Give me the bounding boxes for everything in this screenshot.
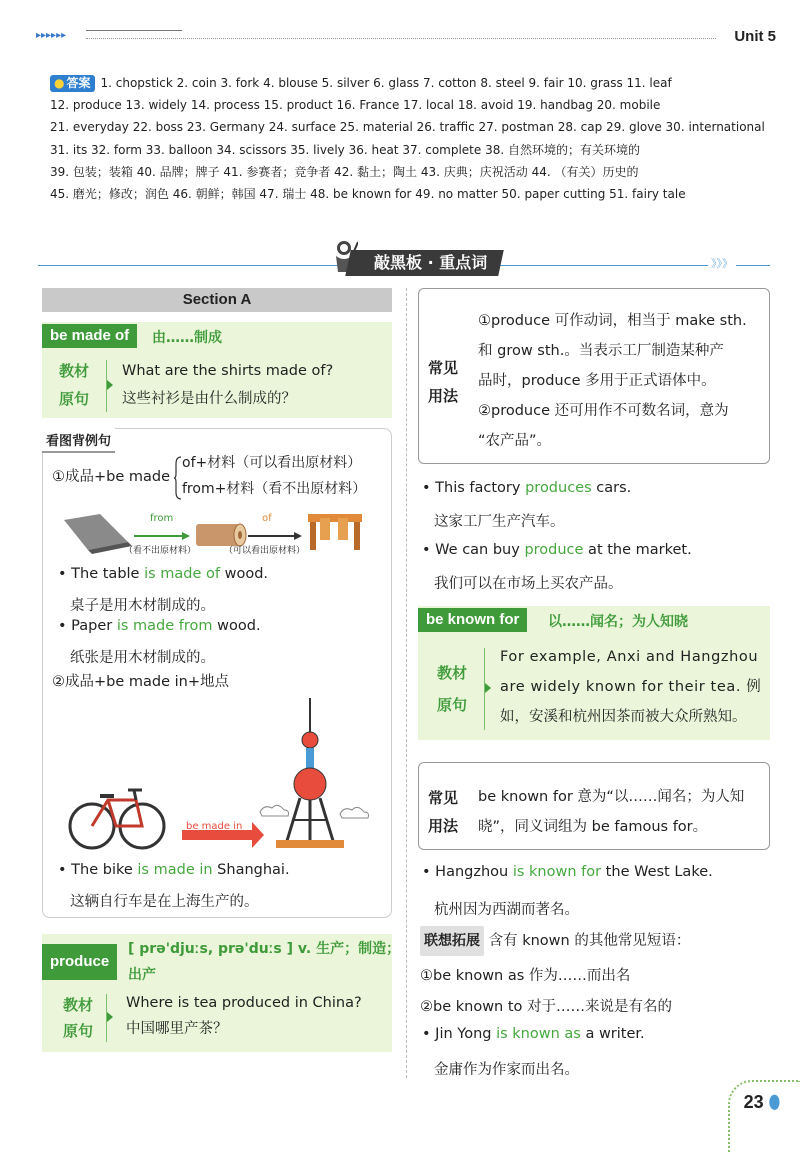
answer-line: ● 答案 1. chopstick 2. coin 3. fork 4. blouse 5. silver 6. glass 7. cotton 8. steel 9. fair 10. grass 11. leaf	[50, 72, 765, 94]
example-sentence: • Paper is made from wood.	[58, 618, 261, 634]
example-zh: 这些衬衫是由什么制成的？	[122, 391, 296, 407]
phrase-tag: be made of	[42, 324, 137, 348]
phrase-tag: be known for	[418, 608, 527, 632]
example-sentence: • Jin Yong is known as a writer.	[422, 1026, 645, 1042]
usage-text: 和 grow sth.。当表示工厂制造某种产	[478, 343, 724, 359]
phrase-item: ①be known as 作为……而出名	[420, 968, 631, 984]
section-banner	[38, 248, 770, 278]
association-line: 联想拓展 含有 known 的其他常见短语：	[420, 926, 690, 956]
triangle-right-icon	[107, 380, 113, 390]
source-label: 原句	[58, 390, 89, 408]
usage-label: 用法	[428, 817, 459, 835]
answer-line: 21. everyday 22. boss 23. Germany 24. surface 25. material 26. traffic 27. postman 28. cap 29. glove 30. international	[50, 120, 765, 135]
usage-label: 用法	[428, 387, 459, 405]
answer-key	[50, 72, 765, 205]
brace-icon	[174, 456, 182, 500]
produce-definition-cont: 出产	[128, 967, 156, 983]
usage-label: 常见	[428, 359, 459, 377]
example-en: Where is tea produced in China?	[126, 995, 362, 1011]
example-text: are widely known for their tea. 例	[500, 679, 762, 695]
header-line	[86, 30, 182, 31]
phrase-tag: produce	[42, 944, 117, 980]
answer-line: 31. its 32. form 33. balloon 34. scissors 35. lively 36. heat 37. complete 38. 自然环境的；有关环境的	[50, 142, 640, 157]
triangle-right-icon	[485, 683, 491, 693]
example-text: For example, Anxi and Hangzhou	[500, 649, 759, 665]
example-sentence: • Hangzhou is known for the West Lake.	[422, 864, 713, 880]
example-translation: 金庸作为作家而出名。	[434, 1062, 579, 1078]
usage-text: “农产品”。	[478, 433, 552, 449]
usage-text: be known for 意为“以……闻名；为人知	[478, 789, 745, 805]
example-sentence: • We can buy produce at the market.	[422, 542, 692, 558]
column-divider	[406, 288, 407, 1078]
unit-label: Unit 5	[734, 28, 776, 45]
usage-text: 品时，produce 多用于正式语体中。	[478, 373, 716, 389]
source-label: 原句	[62, 1022, 93, 1040]
rule-1-of: of+材料（可以看出原材料）	[182, 455, 362, 471]
example-translation: 杭州因为西湖而著名。	[434, 902, 579, 918]
section-a-header: Section A	[42, 288, 392, 312]
answer-line: 45. 磨光；修改；润色 46. 朝鲜；韩国 47. 瑞士 48. be known for 49. no matter 50. paper cutting 51. fairy tale	[50, 187, 686, 202]
material-illustration	[58, 508, 378, 560]
arrow-decoration-icon: ▸▸▸▸▸▸	[36, 30, 67, 41]
balloon-icon: ⬮	[768, 1092, 780, 1112]
example-text: 如，安溪和杭州因茶而被大众所熟知。	[500, 709, 747, 725]
answer-badge: ● 答案	[50, 75, 95, 92]
rule-1-prefix: ①成品+be made	[52, 469, 171, 485]
usage-text: 晓”，同义词组为 be famous for。	[478, 819, 708, 835]
header-dotted-rule	[86, 38, 716, 39]
banner-title: 敲黑板 · 重点词	[345, 250, 504, 276]
example-translation: 桌子是用木材制成的。	[70, 598, 215, 614]
phrase-meaning: 由……制成	[152, 330, 222, 346]
triangle-right-icon	[107, 1012, 113, 1022]
rule-2: ②成品+be made in+地点	[52, 674, 229, 690]
usage-text: ②produce 还可用作不可数名词，意为	[478, 403, 729, 419]
example-sentence: • This factory produces cars.	[422, 480, 632, 496]
caption-cannot-see: （看不出原材料）	[124, 546, 197, 556]
rule-1-from: from+材料（看不出原材料）	[182, 481, 367, 497]
usage-label: 常见	[428, 789, 459, 807]
from-label: from	[150, 513, 174, 524]
caption-can-see: （可以看出原材料）	[224, 546, 306, 556]
example-translation: 我们可以在市场上买农产品。	[434, 576, 623, 592]
example-translation: 纸张是用木材制成的。	[70, 650, 215, 666]
example-zh: 中国哪里产茶？	[126, 1021, 228, 1037]
example-translation: 这辆自行车是在上海生产的。	[70, 894, 259, 910]
phrase-item: ②be known to 对于……来说是有名的	[420, 999, 673, 1015]
produce-definition: [ prə'djuːs, prə'duːs ] v. 生产；制造；	[128, 941, 401, 957]
example-sentence: • The table is made of wood.	[58, 566, 269, 582]
example-translation: 这家工厂生产汽车。	[434, 514, 565, 530]
made-in-label: be made in	[186, 821, 243, 832]
usage-text: ①produce 可作动词，相当于 make sth.	[478, 313, 747, 329]
source-label: 教材	[58, 362, 89, 380]
example-sentence: • The bike is made in Shanghai.	[58, 862, 290, 878]
answer-line: 39. 包装；装箱 40. 品牌；牌子 41. 参赛者；竞争者 42. 黏土；陶土 43. 庆典；庆祝活动 44. （有关）历史的	[50, 164, 639, 179]
page-number: 23 ⬮	[743, 1092, 780, 1112]
phrase-meaning: 以……闻名；为人知晓	[548, 614, 688, 630]
association-tag: 联想拓展	[420, 926, 484, 956]
source-label: 教材	[436, 664, 467, 682]
picture-example-tag: 看图背例句	[42, 428, 115, 453]
chevron-right-icon: 》》》	[708, 255, 736, 271]
source-label: 原句	[436, 696, 467, 714]
of-label: of	[262, 513, 272, 524]
page-header	[36, 26, 776, 50]
lightbulb-icon: ●	[54, 76, 65, 90]
example-en: What are the shirts made of?	[122, 363, 334, 379]
page-corner-decoration	[728, 1080, 800, 1153]
source-label: 教材	[62, 996, 93, 1014]
answer-line: 12. produce 13. widely 14. process 15. product 16. France 17. local 18. avoid 19. handbag 20. mobile	[50, 98, 661, 113]
